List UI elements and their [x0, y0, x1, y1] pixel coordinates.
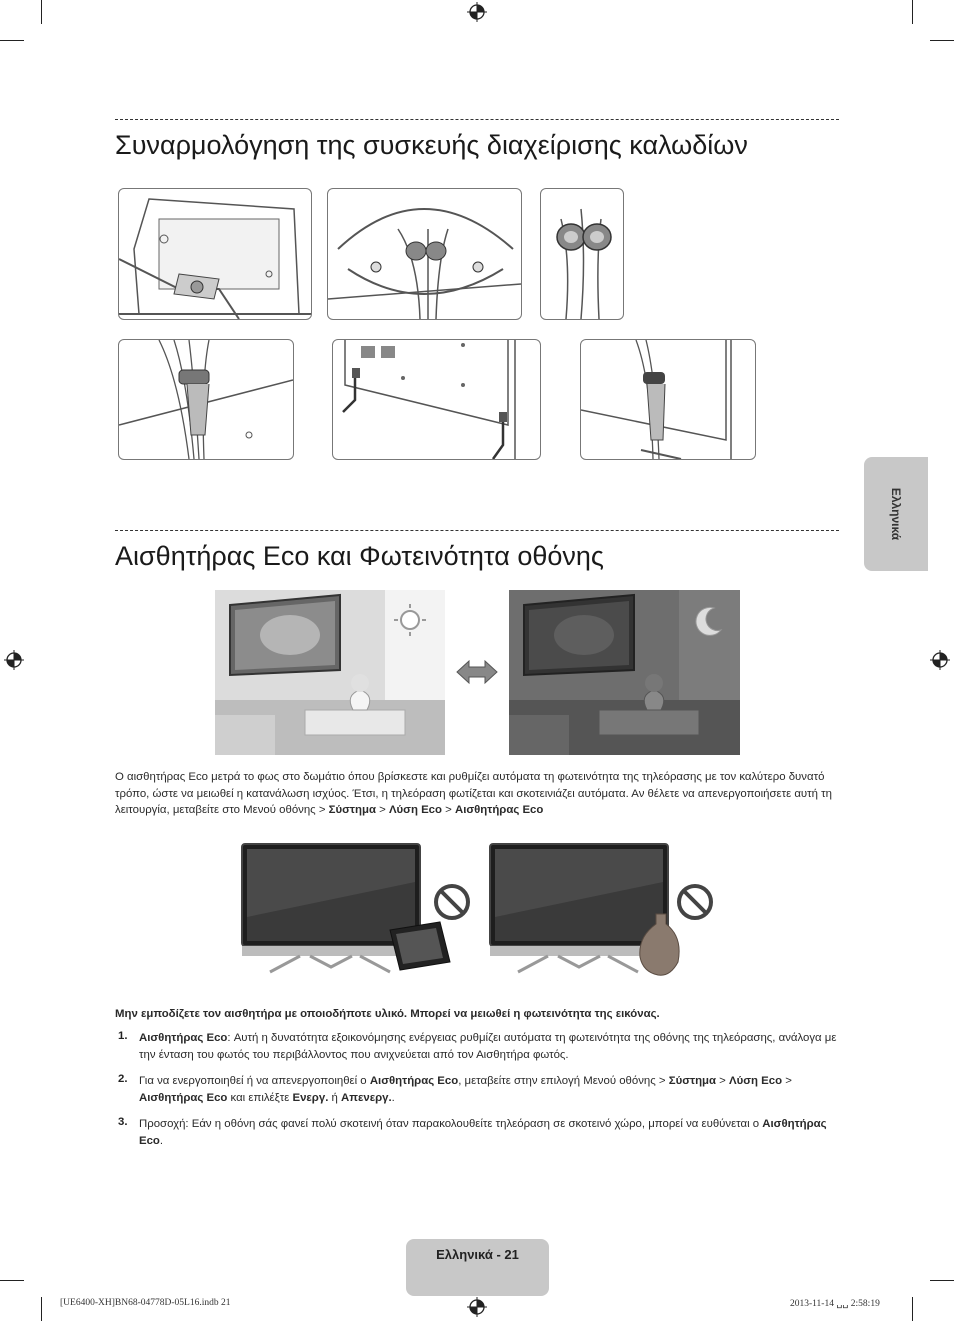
double-arrow-icon: [455, 658, 499, 686]
crop-mark: [912, 0, 913, 24]
menu-path-separator: >: [782, 1075, 792, 1087]
term-eco-sensor: Αισθητήρας Eco: [369, 1075, 459, 1087]
section-divider: [115, 119, 839, 120]
menu-path-system: Σύστημα: [668, 1075, 717, 1087]
page-number-badge: [406, 1239, 549, 1296]
section-title-eco-sensor: Αισθητήρας Eco και Φωτεινότητα οθόνης: [115, 541, 604, 571]
language-side-tab-label: Ελληνικά: [889, 487, 903, 541]
option-on: Ενεργ.: [292, 1091, 329, 1104]
list-item-text: ή: [328, 1091, 342, 1104]
registration-mark-icon: [467, 1297, 487, 1317]
crop-mark: [41, 0, 42, 24]
menu-path-eco-solution: Λύση Eco: [729, 1075, 783, 1087]
warning-text: Μην εμποδίζετε τον αισθητήρα με οποιοδήποτε υλικό. Μπορεί να μειωθεί η φωτεινότητα της εικόνας.: [115, 1008, 660, 1020]
crop-mark: [0, 40, 24, 41]
list-item-text: Για να ενεργοποιηθεί ή να απενεργοποιηθεί ο: [139, 1075, 370, 1087]
list-item-number: 2.: [118, 1073, 128, 1085]
section-divider: [115, 530, 839, 531]
illustration-cable-clip-detail: [540, 188, 624, 320]
list-item-text: .: [159, 1134, 164, 1147]
page-number: Ελληνικά - 21: [436, 1247, 519, 1262]
illustration-cable-routed: [580, 339, 756, 460]
crop-mark: [930, 1280, 954, 1281]
section-title-cable-manager: Συναρμολόγηση της συσκευής διαχείρισης καλωδίων: [115, 130, 748, 160]
menu-path-eco-sensor: Αισθητήρας Eco: [454, 804, 544, 816]
illustration-tv-back-view: [332, 339, 541, 460]
menu-path-separator: >: [441, 804, 455, 816]
list-item: [139, 1073, 839, 1106]
list-item-text: και επιλέξτε: [227, 1091, 293, 1104]
illustration-cable-through-clip: [118, 339, 294, 460]
registration-mark-icon: [467, 2, 487, 22]
list-item-text: .: [391, 1091, 395, 1104]
illustration-stand-back: [118, 188, 312, 320]
menu-path-eco-solution: Λύση Eco: [388, 804, 442, 816]
list-item: [139, 1116, 839, 1149]
list-item-number: 3.: [118, 1116, 128, 1128]
intro-text: Ο αισθητήρας Eco μετρά το φως στο δωμάτιο όπου βρίσκεστε και ρυθμίζει αυτόματα τη φωτεινότητα της τηλεόρασης με τον καλύτερο δυνατό τρόπο, ώστε να μειωθεί η κατανάλωση ισχύος. Έτσι, η τηλεόραση φωτίζεται και σκοτεινιάζει αυτόματα. Αν θέλετε να απενεργοποιήσετε αυτή τη λειτουργία, μεταβείτε στο Μενού οθόνης >: [115, 771, 832, 816]
illustration-tv-blocked-by-frame: [240, 842, 475, 977]
crop-mark: [0, 1280, 24, 1281]
menu-path-eco-sensor: Αισθητήρας Eco: [139, 1091, 228, 1104]
list-item: [139, 1030, 839, 1063]
term-eco-sensor: Αισθητήρας Eco: [139, 1118, 827, 1147]
crop-mark: [930, 40, 954, 41]
list-item-text: , μεταβείτε στην επιλογή Μενού οθόνης >: [458, 1075, 669, 1087]
footer-timestamp: 2013-11-14 ␣␣ 2:58:19: [790, 1299, 880, 1309]
menu-path-separator: >: [716, 1075, 729, 1087]
footer-file-info: [UE6400-XH]BN68-04778D-05L16.indb 21: [60, 1298, 231, 1308]
registration-mark-icon: [4, 650, 24, 670]
menu-path-system: Σύστημα: [328, 804, 376, 816]
language-side-tab: [864, 457, 928, 571]
list-item-number: 1.: [118, 1030, 128, 1042]
list-item-text: : Αυτή η δυνατότητα εξοικονόμησης ενέργειας ρυθμίζει αυτόματα τη φωτεινότητα της οθόνης της τηλεόρασης, ανάλογα με την ένταση του φωτός του περιβάλλοντος που ανιχνεύεται από τον Αισθητήρα φωτός.: [139, 1032, 837, 1061]
intro-paragraph: [115, 769, 840, 819]
registration-mark-icon: [930, 650, 950, 670]
menu-path-separator: >: [375, 804, 389, 816]
illustration-dark-room: [509, 590, 740, 755]
crop-mark: [912, 1297, 913, 1321]
illustration-tv-blocked-by-vase: [488, 842, 718, 977]
term-eco-sensor: Αισθητήρας Eco: [139, 1032, 228, 1044]
illustration-cable-clip-mount: [327, 188, 522, 320]
illustration-bright-room: [215, 590, 445, 755]
option-off: Απενεργ.: [341, 1091, 392, 1104]
crop-mark: [41, 1297, 42, 1321]
list-item-text: Προσοχή: Εάν η οθόνη σάς φανεί πολύ σκοτεινή όταν παρακολουθείτε τηλεόραση σε σκοτεινό χώρο, μπορεί να ευθύνεται ο: [139, 1118, 763, 1130]
